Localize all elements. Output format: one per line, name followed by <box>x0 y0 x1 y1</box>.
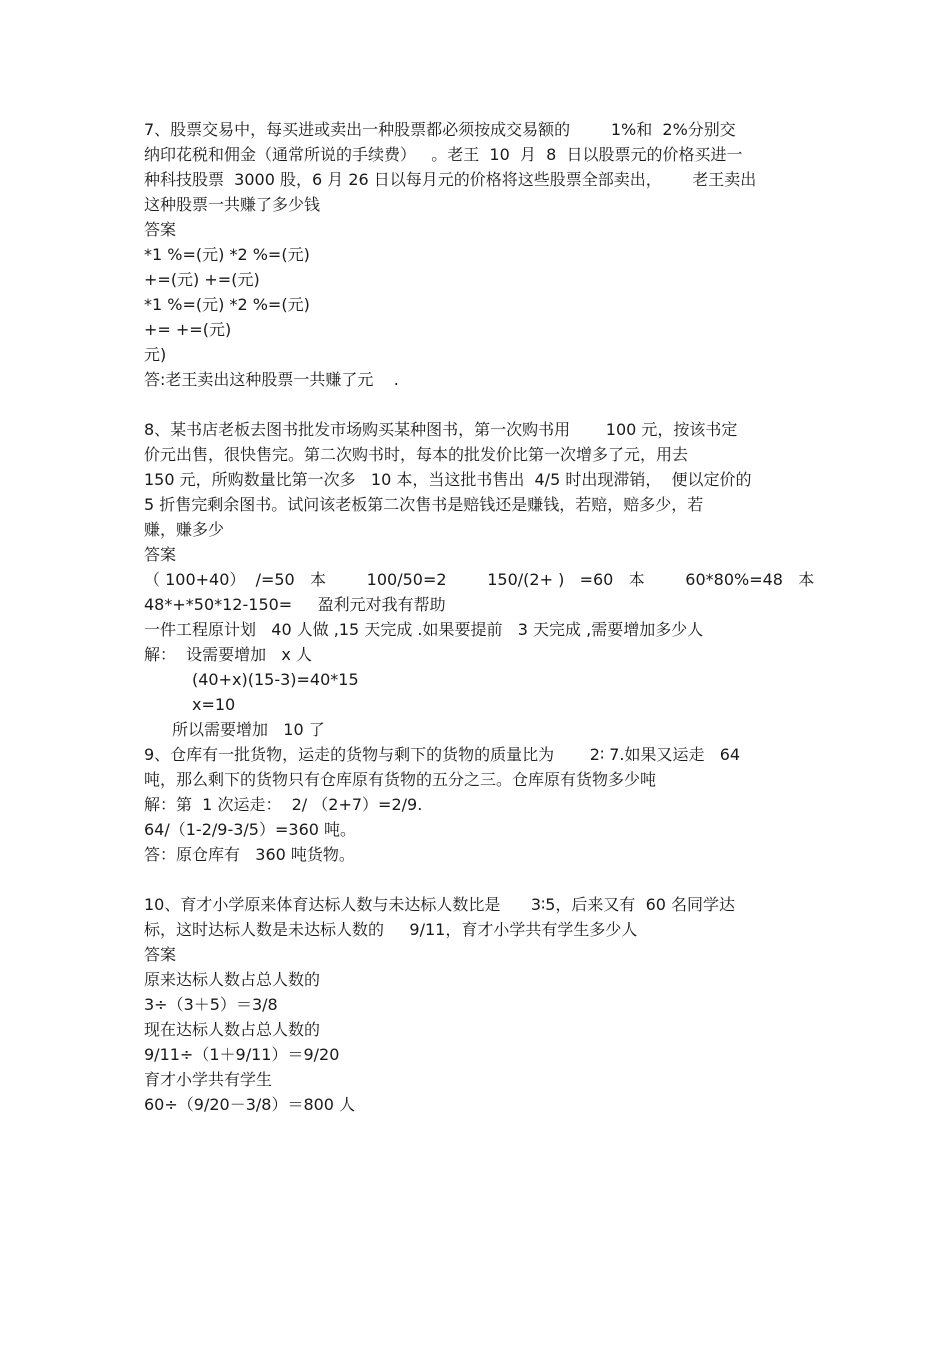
extra-solution-line: 解： 设需要增加 x 人 <box>144 645 312 664</box>
q7-answer-heading: 答案 <box>144 220 177 239</box>
q10-line-2: 标，这时达标人数是未达标人数的 9/11，育才小学共有学生多少人 <box>144 920 638 939</box>
q8-line-1: 8、某书店老板去图书批发市场购买某种图书，第一次购书用 100 元，按该书定 <box>144 420 738 439</box>
q10-work-line: 原来达标人数占总人数的 <box>144 970 321 989</box>
q9-solution-line: 64/（1-2/9-3/5）=360 吨。 <box>144 820 357 839</box>
q8-line-5: 赚，赚多少 <box>144 520 225 539</box>
q7-line-2: 纳印花税和佣金（通常所说的手续费） 。老王 10 月 8 日以股票元的价格买进一 <box>144 145 743 164</box>
extra-equation: (40+x)(15-3)=40*15 <box>192 670 359 689</box>
q7-work-line: += +=(元) <box>144 320 232 339</box>
q10-line-1: 10、育才小学原来体育达标人数与未达标人数比是 3∶5，后来又有 60 名同学达 <box>144 895 736 914</box>
q8-work-line: 48*+*50*12-150= 盈利元对我有帮助 <box>144 595 446 614</box>
q10-work-line: 现在达标人数占总人数的 <box>144 1020 321 1039</box>
extra-conclusion: 所以需要增加 10 了 <box>172 720 325 739</box>
q9-line-2: 吨，那么剩下的货物只有仓库原有货物的五分之三。仓库原有货物多少吨 <box>144 770 657 789</box>
q7-work-line: 元) <box>144 345 167 364</box>
q10-answer: 60÷（9/20－3/8）＝800 人 <box>144 1095 356 1114</box>
q10-work-line: 育才小学共有学生 <box>144 1070 273 1089</box>
q9-solution-line: 解：第 1 次运走： 2/ （2+7）=2/9. <box>144 795 423 814</box>
q7-line-1: 7、股票交易中，每买进或卖出一种股票都必须按成交易额的 1%和 2%分别交 <box>144 120 736 139</box>
extra-result: x=10 <box>192 695 236 714</box>
q7-answer: 答:老王卖出这种股票一共赚了元 . <box>144 370 399 389</box>
q8-line-2: 价元出售，很快售完。第二次购书时，每本的批发价比第一次增多了元，用去 <box>144 445 689 464</box>
q10-answer-heading: 答案 <box>144 945 177 964</box>
q8-work-line: （ 100+40） /=50 本 100/50=2 150/(2+ ) =60 本 60*80%=48 本 <box>144 570 815 589</box>
q8-answer-heading: 答案 <box>144 545 177 564</box>
q9-answer: 答：原仓库有 360 吨货物。 <box>144 845 355 864</box>
q7-work-line: *1 %=(元) *2 %=(元) <box>144 245 310 264</box>
q8-line-3: 150 元，所购数量比第一次多 10 本，当这批书售出 4/5 时出现滞销， 便以定价的 <box>144 470 752 489</box>
q7-line-3: 种科技股票 3000 股，6 月 26 日以每月元的价格将这些股票全部卖出， 老王卖出 <box>144 170 757 189</box>
q8-line-4: 5 折售完剩余图书。试问该老板第二次售书是赔钱还是赚钱，若赔，赔多少，若 <box>144 495 704 514</box>
q7-line-4: 这种股票一共赚了多少钱 <box>144 195 321 214</box>
q7-work-line: +=(元) +=(元) <box>144 270 260 289</box>
q9-line-1: 9、仓库有一批货物，运走的货物与剩下的货物的质量比为 2∶ 7.如果又运走 64 <box>144 745 741 764</box>
q10-work-line: 3÷（3＋5）＝3/8 <box>144 995 278 1014</box>
extra-question-line: 一件工程原计划 40 人做 ,15 天完成 .如果要提前 3 天完成 ,需要增加多少人 <box>144 620 704 639</box>
q7-work-line: *1 %=(元) *2 %=(元) <box>144 295 310 314</box>
q10-work-line: 9/11÷（1＋9/11）＝9/20 <box>144 1045 340 1064</box>
